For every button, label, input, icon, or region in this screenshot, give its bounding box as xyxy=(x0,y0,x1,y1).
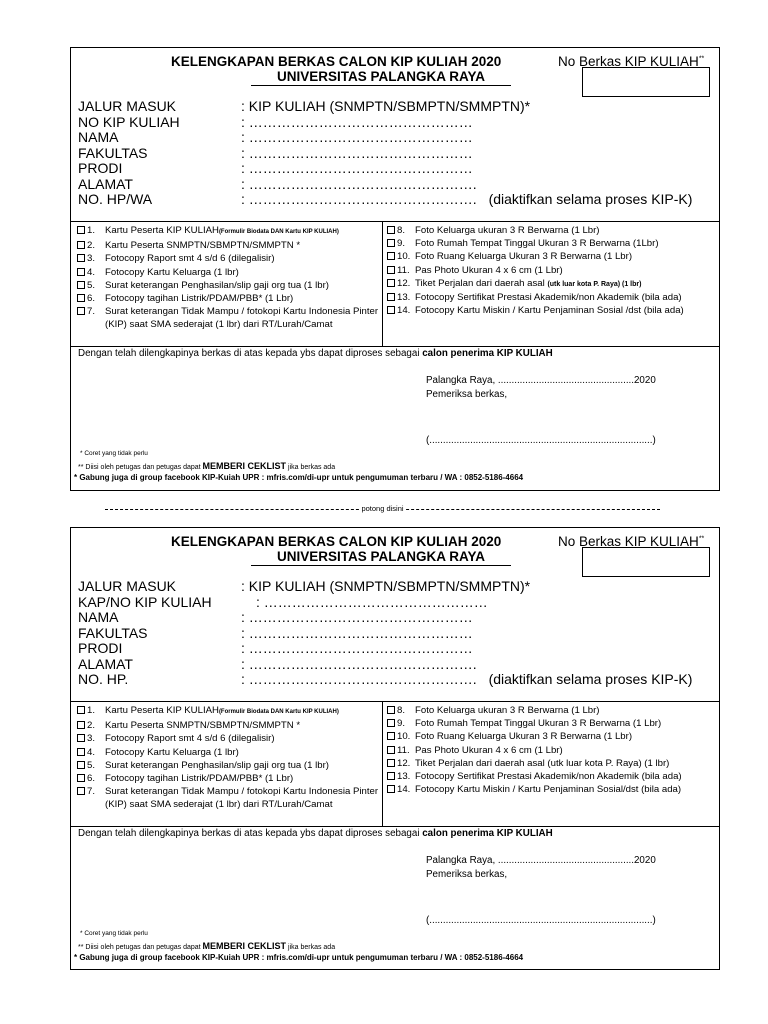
checklist-item xyxy=(387,730,715,743)
form-2 xyxy=(70,527,720,970)
cut-line xyxy=(105,503,660,515)
field-value[interactable]: : ………………………………………… xyxy=(241,144,473,161)
item-text: Foto Rumah Tempat Tinggal Ukuran 3 R Berwarna (1Lbr) xyxy=(415,238,659,250)
checklist-item xyxy=(387,757,715,770)
no-berkas-text: No Berkas KIP KULIAH xyxy=(558,54,699,69)
statement xyxy=(78,348,553,359)
item-number: 11. xyxy=(397,744,410,756)
checklist-item xyxy=(387,264,715,277)
footnote-2-text: ** Diisi oleh petugas dan petugas dapat xyxy=(78,944,203,951)
item-text: Fotocopy Kartu Miskin / Kartu Penjaminan Sosial /dst (bila ada) xyxy=(415,305,684,317)
field-value[interactable]: : ………………………………………… xyxy=(256,593,488,610)
item-number: 9. xyxy=(397,718,406,730)
item-number: 1. xyxy=(87,225,96,236)
field-label: ALAMAT xyxy=(78,655,133,672)
item-text: Fotocopy Sertifikat Prestasi Akademik/non Akademik (bila ada) xyxy=(415,771,682,783)
item-text: Kartu Peserta KIP KULIAH xyxy=(105,225,219,236)
checklist-item xyxy=(387,277,715,291)
no-berkas-mark: ** xyxy=(698,55,705,63)
field-value[interactable]: : ………………………………………… xyxy=(241,160,473,176)
field-label: NAMA xyxy=(78,609,119,625)
field-value[interactable]: : ………………………………………… xyxy=(241,129,473,145)
checklist-right-column xyxy=(387,704,715,796)
checkbox[interactable] xyxy=(387,239,395,247)
checkbox[interactable] xyxy=(387,785,395,793)
form-1 xyxy=(70,47,720,491)
field-label: NAMA xyxy=(78,129,119,145)
field-value[interactable]: : ………………………………………… xyxy=(241,113,473,130)
field-prodi xyxy=(78,161,718,177)
field-label: NO KIP KULIAH xyxy=(78,113,180,130)
checklist-item xyxy=(77,279,379,292)
place-date: Palangka Raya, ..................................................2020 xyxy=(426,855,656,866)
no-berkas-box[interactable] xyxy=(582,67,710,97)
item-note: (Formulir Biodata DAN Kartu KIP KULIAH) xyxy=(218,229,339,235)
identity-fields xyxy=(78,99,718,208)
item-text: Fotocopy Raport smt 4 s/d 6 (dilegalisir) xyxy=(105,253,275,265)
footnote-2-tail: jika berkas ada xyxy=(286,464,336,471)
checkbox[interactable] xyxy=(77,721,85,729)
checklist-left-column xyxy=(77,704,379,812)
checkbox[interactable] xyxy=(387,266,395,274)
checklist-item xyxy=(387,704,715,717)
item-number: 5. xyxy=(87,759,96,771)
footnote-1: * Coret yang tidak perlu xyxy=(80,930,148,937)
item-number: 2. xyxy=(87,720,96,732)
checklist-item xyxy=(387,783,715,796)
field-prodi xyxy=(78,641,718,657)
checklist-item xyxy=(77,305,379,331)
checklist-item xyxy=(387,744,715,757)
item-text: Fotocopy Raport smt 4 s/d 6 (dilegalisir) xyxy=(105,733,275,745)
field-fakultas xyxy=(78,146,718,162)
item-text: Fotocopy tagihan Listrik/PDAM/PBB* (1 Lbr) xyxy=(105,773,294,785)
identity-fields xyxy=(78,579,718,688)
checklist-item xyxy=(77,252,379,265)
checkbox[interactable] xyxy=(387,719,395,727)
field-value[interactable]: : …………………………………………. xyxy=(241,655,477,672)
no-berkas-text: No Berkas KIP KULIAH xyxy=(558,534,699,549)
item-text: Foto Keluarga ukuran 3 R Berwarna (1 Lbr) xyxy=(415,225,600,236)
item-number: 4. xyxy=(87,266,96,278)
item-text: Fotocopy Kartu Keluarga (1 lbr) xyxy=(105,746,239,758)
form-header xyxy=(71,528,719,573)
field-jalur-masuk xyxy=(78,579,718,595)
item-text: Fotocopy tagihan Listrik/PDAM/PBB* (1 Lbr) xyxy=(105,293,294,305)
item-number: 7. xyxy=(87,786,96,798)
field-label: PRODI xyxy=(78,160,123,176)
item-note: (Formulir Biodata DAN Kartu KIP KULIAH) xyxy=(218,709,339,715)
item-number: 3. xyxy=(87,733,96,745)
statement xyxy=(78,828,553,839)
checklist-item xyxy=(77,746,379,759)
item-note: (utk luar kota P. Raya) (1 lbr) xyxy=(547,280,642,288)
form-subtitle: UNIVERSITAS PALANGKA RAYA xyxy=(251,549,511,566)
field-alamat xyxy=(78,177,718,193)
no-berkas-box[interactable] xyxy=(582,547,710,577)
place-date: Palangka Raya, ..................................................2020 xyxy=(426,375,656,386)
signature-line: (..................................................................................) xyxy=(426,435,656,446)
field-label: JALUR MASUK xyxy=(78,98,177,114)
field-value[interactable]: : ………………………………………… xyxy=(241,640,473,656)
form-header xyxy=(71,48,719,93)
examiner-label: Pemeriksa berkas, xyxy=(426,869,508,880)
field-value[interactable] xyxy=(241,672,692,688)
item-text: Surat keterangan Tidak Mampu / fotokopi Kartu Indonesia Pinter (KIP) saat SMA sederajat (1 lbr) dari RT/Lurah/Camat xyxy=(105,306,379,331)
footnote-1: * Coret yang tidak perlu xyxy=(80,450,148,457)
item-number: 2. xyxy=(87,240,96,252)
field-extra-note: (diaktifkan selama proses KIP-K) xyxy=(488,671,693,687)
form-title: KELENGKAPAN BERKAS CALON KIP KULIAH 2020 xyxy=(171,54,502,69)
checklist-divider xyxy=(382,222,383,346)
item-text: Pas Photo Ukuran 4 x 6 cm (1 Lbr) xyxy=(415,744,563,756)
footnote-2-bold: MEMBERI CEKLIST xyxy=(202,941,287,951)
item-text: Surat keterangan Penghasilan/slip gaji org tua (1 lbr) xyxy=(105,759,329,771)
item-number: 13. xyxy=(397,771,411,783)
checkbox[interactable] xyxy=(387,732,395,740)
checkbox[interactable] xyxy=(77,748,85,756)
checkbox[interactable] xyxy=(387,226,395,234)
checklist-item xyxy=(387,770,715,783)
item-number: 14. xyxy=(397,784,411,796)
checkbox[interactable] xyxy=(77,761,85,769)
field-label: PRODI xyxy=(78,640,123,656)
checklist-divider xyxy=(382,702,383,826)
item-text: Foto Ruang Keluarga Ukuran 3 R Berwarna (1 Lbr) xyxy=(415,731,633,743)
item-text: Kartu Peserta KIP KULIAH xyxy=(105,705,219,716)
no-berkas-mark: ** xyxy=(698,535,705,543)
field-label: JALUR MASUK xyxy=(78,578,177,594)
checklist-item xyxy=(77,785,379,811)
footnote-3: * Gabung juga di group facebook KIP-Kuiah UPR : mfris.com/di-upr untuk pengumuman terbaru / WA : 0852-5186-4664 xyxy=(74,473,524,482)
checklist-item xyxy=(387,291,715,304)
checklist-right-column xyxy=(387,224,715,317)
footnote-2 xyxy=(78,461,335,471)
checklist-item xyxy=(77,266,379,279)
checkbox[interactable] xyxy=(77,268,85,276)
field-nama xyxy=(78,130,718,146)
checkbox[interactable] xyxy=(387,772,395,780)
item-text: Pas Photo Ukuran 4 x 6 cm (1 Lbr) xyxy=(415,264,563,276)
statement-bold: calon penerima KIP KULIAH xyxy=(422,828,553,839)
checklist-item xyxy=(387,250,715,263)
item-number: 4. xyxy=(87,746,96,758)
field-value[interactable]: : KIP KULIAH (SNMPTN/SBMPTN/SMMPTN)* xyxy=(241,98,531,114)
statement-text: Dengan telah dilengkapinya berkas di atas kepada ybs dapat diproses sebagai xyxy=(78,828,423,839)
checklist-item xyxy=(77,239,379,252)
field-no-kip xyxy=(78,115,718,131)
item-text: Foto Keluarga ukuran 3 R Berwarna (1 Lbr) xyxy=(415,705,600,716)
checkbox[interactable] xyxy=(77,787,85,795)
footnote-3: * Gabung juga di group facebook KIP-Kuiah UPR : mfris.com/di-upr untuk pengumuman terbaru / WA : 0852-5186-4664 xyxy=(74,953,524,962)
item-text: Fotocopy Sertifikat Prestasi Akademik/non Akademik (bila ada) xyxy=(415,292,682,304)
form-subtitle: UNIVERSITAS PALANGKA RAYA xyxy=(251,69,511,86)
field-value[interactable]: : ………………………………………… xyxy=(241,609,473,625)
field-value-dots: : …………………………………………. xyxy=(241,671,481,687)
item-text: Tiket Perjalan dari daerah asal xyxy=(415,277,548,289)
footnote-2 xyxy=(78,941,335,951)
form-title: KELENGKAPAN BERKAS CALON KIP KULIAH 2020 xyxy=(171,534,502,549)
checkbox[interactable] xyxy=(77,294,85,302)
checklist-item xyxy=(387,717,715,730)
field-alamat xyxy=(78,657,718,673)
item-number: 1. xyxy=(87,705,96,716)
item-number: 11. xyxy=(397,264,410,276)
field-label: FAKULTAS xyxy=(78,144,148,161)
checkbox[interactable] xyxy=(387,293,395,301)
checklist-item xyxy=(387,237,715,250)
item-text: Kartu Peserta SNMPTN/SBMPTN/SMMPTN * xyxy=(105,240,301,252)
checklist-item xyxy=(77,759,379,772)
checklist-item xyxy=(77,719,379,732)
field-no-hp xyxy=(78,192,718,208)
examiner-label: Pemeriksa berkas, xyxy=(426,389,508,400)
checklist-item xyxy=(77,732,379,745)
checklist-item xyxy=(77,704,379,719)
footnote-2-tail: jika berkas ada xyxy=(286,944,336,951)
item-number: 6. xyxy=(87,293,96,305)
field-extra-note: (diaktifkan selama proses KIP-K) xyxy=(488,191,693,207)
field-value[interactable]: : …………………………………………. xyxy=(241,175,477,192)
checklist-item xyxy=(77,772,379,785)
item-number: 12. xyxy=(397,757,411,769)
checklist-left-column xyxy=(77,224,379,332)
cut-line-label: potong disini xyxy=(361,504,404,513)
field-label: ALAMAT xyxy=(78,175,133,192)
item-text: Kartu Peserta SNMPTN/SBMPTN/SMMPTN * xyxy=(105,720,301,732)
field-value[interactable]: : ………………………………………… xyxy=(241,624,473,641)
checklist-item xyxy=(387,304,715,317)
checklist-item xyxy=(387,224,715,237)
item-text: Tiket Perjalan dari daerah asal (utk luar kota P. Raya) (1 lbr) xyxy=(415,757,670,769)
checkbox[interactable] xyxy=(77,226,85,234)
checkbox[interactable] xyxy=(77,241,85,249)
field-value[interactable] xyxy=(241,192,692,208)
checkbox[interactable] xyxy=(387,279,395,287)
field-label: KAP/NO KIP KULIAH xyxy=(78,593,212,610)
checkbox[interactable] xyxy=(387,759,395,767)
item-number: 6. xyxy=(87,773,96,785)
item-number: 10. xyxy=(397,731,411,743)
signature-line: (..................................................................................) xyxy=(426,915,656,926)
field-nama xyxy=(78,610,718,626)
field-kap-no-kip xyxy=(78,595,718,611)
checkbox[interactable] xyxy=(387,252,395,260)
checkbox[interactable] xyxy=(387,746,395,754)
item-number: 3. xyxy=(87,253,96,265)
document-checklist xyxy=(71,221,719,347)
item-number: 10. xyxy=(397,251,411,263)
item-number: 7. xyxy=(87,306,96,318)
item-text: Foto Rumah Tempat Tinggal Ukuran 3 R Berwarna (1 Lbr) xyxy=(415,718,662,730)
checkbox[interactable] xyxy=(77,774,85,782)
statement-bold: calon penerima KIP KULIAH xyxy=(422,348,553,359)
item-text: Foto Ruang Keluarga Ukuran 3 R Berwarna (1 Lbr) xyxy=(415,251,633,263)
item-text: Fotocopy Kartu Miskin / Kartu Penjaminan Sosial/dst (bila ada) xyxy=(415,784,682,796)
field-jalur-masuk xyxy=(78,99,718,115)
checkbox[interactable] xyxy=(77,307,85,315)
checklist-item xyxy=(77,224,379,239)
field-label: NO. HP. xyxy=(78,671,129,687)
item-text: Surat keterangan Tidak Mampu / fotokopi Kartu Indonesia Pinter (KIP) saat SMA sederajat (1 lbr) dari RT/Lurah/Camat xyxy=(105,786,379,811)
field-value-dots: : …………………………………………. xyxy=(241,191,481,207)
checkbox[interactable] xyxy=(77,734,85,742)
footnote-2-bold: MEMBERI CEKLIST xyxy=(202,461,287,471)
field-value[interactable]: : KIP KULIAH (SNMPTN/SBMPTN/SMMPTN)* xyxy=(241,578,531,594)
footnote-2-text: ** Diisi oleh petugas dan petugas dapat xyxy=(78,464,203,471)
statement-text: Dengan telah dilengkapinya berkas di atas kepada ybs dapat diproses sebagai xyxy=(78,348,423,359)
checkbox[interactable] xyxy=(387,706,395,714)
checkbox[interactable] xyxy=(387,306,395,314)
item-number: 13. xyxy=(397,292,411,304)
item-number: 12. xyxy=(397,277,411,289)
checkbox[interactable] xyxy=(77,706,85,714)
item-text: Surat keterangan Penghasilan/slip gaji org tua (1 lbr) xyxy=(105,279,329,291)
item-number: 5. xyxy=(87,279,96,291)
field-label: FAKULTAS xyxy=(78,624,148,641)
document-checklist xyxy=(71,701,719,827)
field-label: NO. HP/WA xyxy=(78,191,153,207)
checkbox[interactable] xyxy=(77,281,85,289)
item-number: 8. xyxy=(397,705,406,716)
checkbox[interactable] xyxy=(77,254,85,262)
item-number: 8. xyxy=(397,225,406,236)
field-no-hp xyxy=(78,672,718,688)
checklist-item xyxy=(77,292,379,305)
item-text: Fotocopy Kartu Keluarga (1 lbr) xyxy=(105,266,239,278)
field-fakultas xyxy=(78,626,718,642)
item-number: 14. xyxy=(397,305,411,317)
item-number: 9. xyxy=(397,238,406,250)
